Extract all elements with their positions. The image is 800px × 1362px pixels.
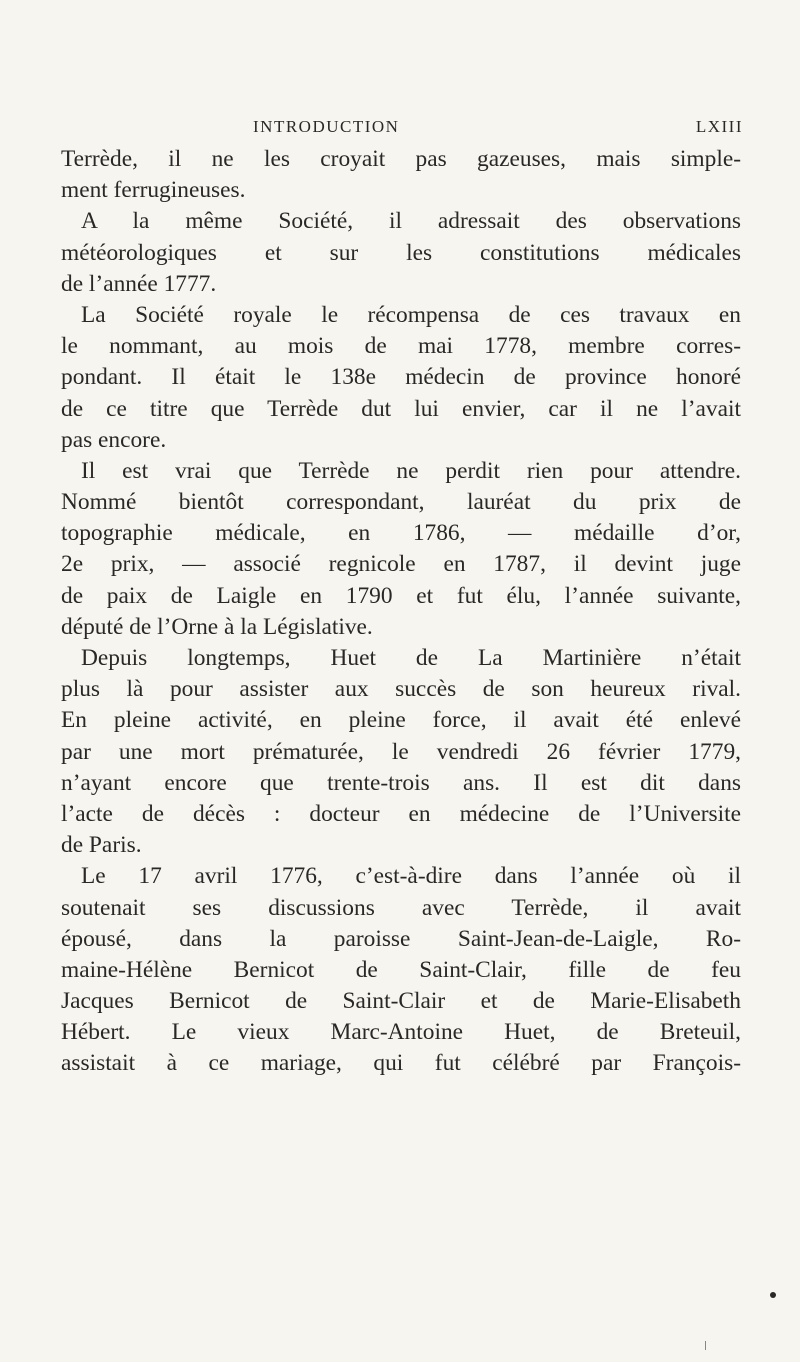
- text-line: de Paris.: [61, 832, 142, 859]
- text-line: Le 17 avril 1776, c’est-à-dire dans l’année où il: [81, 863, 741, 890]
- text-line: de paix de Laigle en 1790 et fut élu, l’année suivante,: [61, 582, 741, 609]
- text-line: pas encore.: [61, 426, 167, 453]
- text-line: de ce titre que Terrède dut lui envier, car il ne l’avait: [61, 395, 741, 422]
- text-line: météorologiques et sur les constitutions médicales: [61, 239, 741, 266]
- text-line: Il est vrai que Terrède ne perdit rien pour attendre.: [81, 457, 741, 484]
- text-line: 2e prix, — associé regnicole en 1787, il devint juge: [61, 551, 741, 578]
- text-line: soutenait ses discussions avec Terrède, il avait: [61, 894, 741, 921]
- text-line: député de l’Orne à la Législative.: [61, 613, 373, 640]
- text-line: ment ferrugineuses.: [61, 177, 246, 204]
- text-line: En pleine activité, en pleine force, il avait été enlevé: [61, 707, 741, 734]
- text-line: A la même Société, il adressait des observations: [81, 208, 741, 235]
- page-number: LXIII: [695, 117, 743, 136]
- text-line: pondant. Il était le 138e médecin de province honoré: [61, 364, 741, 391]
- text-line: plus là pour assister aux succès de son heureux rival.: [61, 676, 741, 703]
- running-title: INTRODUCTION: [253, 117, 400, 136]
- ink-spot: [770, 1292, 776, 1298]
- text-line: Hébert. Le vieux Marc-Antoine Huet, de Breteuil,: [61, 1019, 741, 1046]
- text-line: l’acte de décès : docteur en médecine de l’Universite: [61, 800, 741, 827]
- ink-tick: [705, 1341, 706, 1350]
- running-head: [253, 116, 743, 138]
- text-line: maine-Hélène Bernicot de Saint-Clair, fille de feu: [61, 956, 741, 983]
- text-line: de l’année 1777.: [61, 270, 217, 297]
- text-line: n’ayant encore que trente-trois ans. Il est dit dans: [61, 769, 741, 796]
- text-line: topographie médicale, en 1786, — médaille d’or,: [61, 520, 741, 547]
- text-line: assistait à ce mariage, qui fut célébré par François-: [61, 1050, 741, 1077]
- text-line: La Société royale le récompensa de ces travaux en: [81, 301, 741, 328]
- text-line: Depuis longtemps, Huet de La Martinière n’était: [81, 645, 741, 671]
- body-text: [61, 144, 741, 1080]
- text-line: Nommé bientôt correspondant, lauréat du prix de: [61, 489, 741, 516]
- text-line: épousé, dans la paroisse Saint-Jean-de-Laigle, Ro-: [61, 925, 741, 952]
- text-line: Terrède, il ne les croyait pas gazeuses, mais simple-: [61, 146, 741, 172]
- text-line: Jacques Bernicot de Saint-Clair et de Marie-Elisabeth: [61, 988, 741, 1015]
- text-line: par une mort prématurée, le vendredi 26 février 1779,: [61, 738, 741, 765]
- text-line: le nommant, au mois de mai 1778, membre corres-: [61, 333, 741, 360]
